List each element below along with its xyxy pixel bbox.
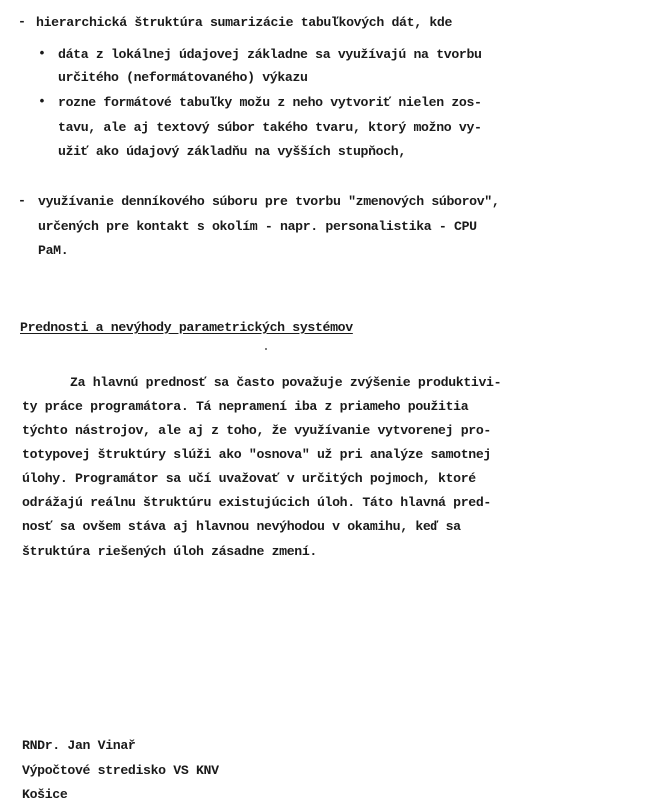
bullet-2: •: [38, 94, 46, 109]
signature-city: Košice: [22, 787, 68, 802]
paragraph-line-4: totypovej štruktúry slúži ako "osnova" už pri analýze samotnej: [22, 447, 491, 462]
list-dash-1: -: [18, 14, 26, 29]
paragraph-line-1: Za hlavnú prednosť sa často považuje zvýšenie produktivi-: [70, 375, 502, 390]
subitem-1-line-1: dáta z lokálnej údajovej základne sa využívajú na tvorbu: [58, 47, 482, 62]
paragraph-line-3: týchto nástrojov, ale aj z toho, že využívanie vytvorenej pro-: [22, 423, 491, 438]
signature-institution: Výpočtové stredisko VS KNV: [22, 763, 219, 778]
list-item-2-line-3: PaM.: [38, 243, 69, 258]
paragraph-line-7: nosť sa ovšem stáva aj hlavnou nevýhodou v okamihu, keď sa: [22, 519, 461, 534]
paper-speck: [265, 348, 267, 350]
list-item-1-text: hierarchická štruktúra sumarizácie tabuľkových dát, kde: [36, 15, 453, 30]
list-item-2-line-2: určených pre kontakt s okolím - napr. personalistika - CPU: [38, 219, 477, 234]
subitem-1-line-2: určitého (neformátovaného) výkazu: [58, 70, 308, 85]
paragraph-line-8: štruktúra riešených úloh zásadne zmení.: [22, 544, 317, 559]
paragraph-line-6: odrážajú reálnu štruktúru existujúcich úloh. Táto hlavná pred-: [22, 495, 491, 510]
subitem-2-line-2: tavu, ale aj textový súbor takého tvaru, ktorý možno vy-: [58, 120, 482, 135]
list-dash-2: -: [18, 193, 26, 208]
paragraph-line-5: úlohy. Programátor sa učí uvažovať v určitých pojmoch, ktoré: [22, 471, 476, 486]
paragraph-line-2: ty práce programátora. Tá nepramení iba z priameho použitia: [22, 399, 469, 414]
subitem-2-line-1: rozne formátové tabuľky možu z neho vytvoriť nielen zos-: [58, 95, 482, 110]
subitem-2-line-3: užiť ako údajový základňu na vyšších stupňoch,: [58, 144, 406, 159]
list-item-2-line-1: využívanie denníkového súboru pre tvorbu "zmenových súborov",: [38, 194, 500, 209]
section-heading: Prednosti a nevýhody parametrických systémov: [20, 320, 353, 335]
bullet-1: •: [38, 46, 46, 61]
signature-name: RNDr. Jan Vinař: [22, 738, 136, 753]
